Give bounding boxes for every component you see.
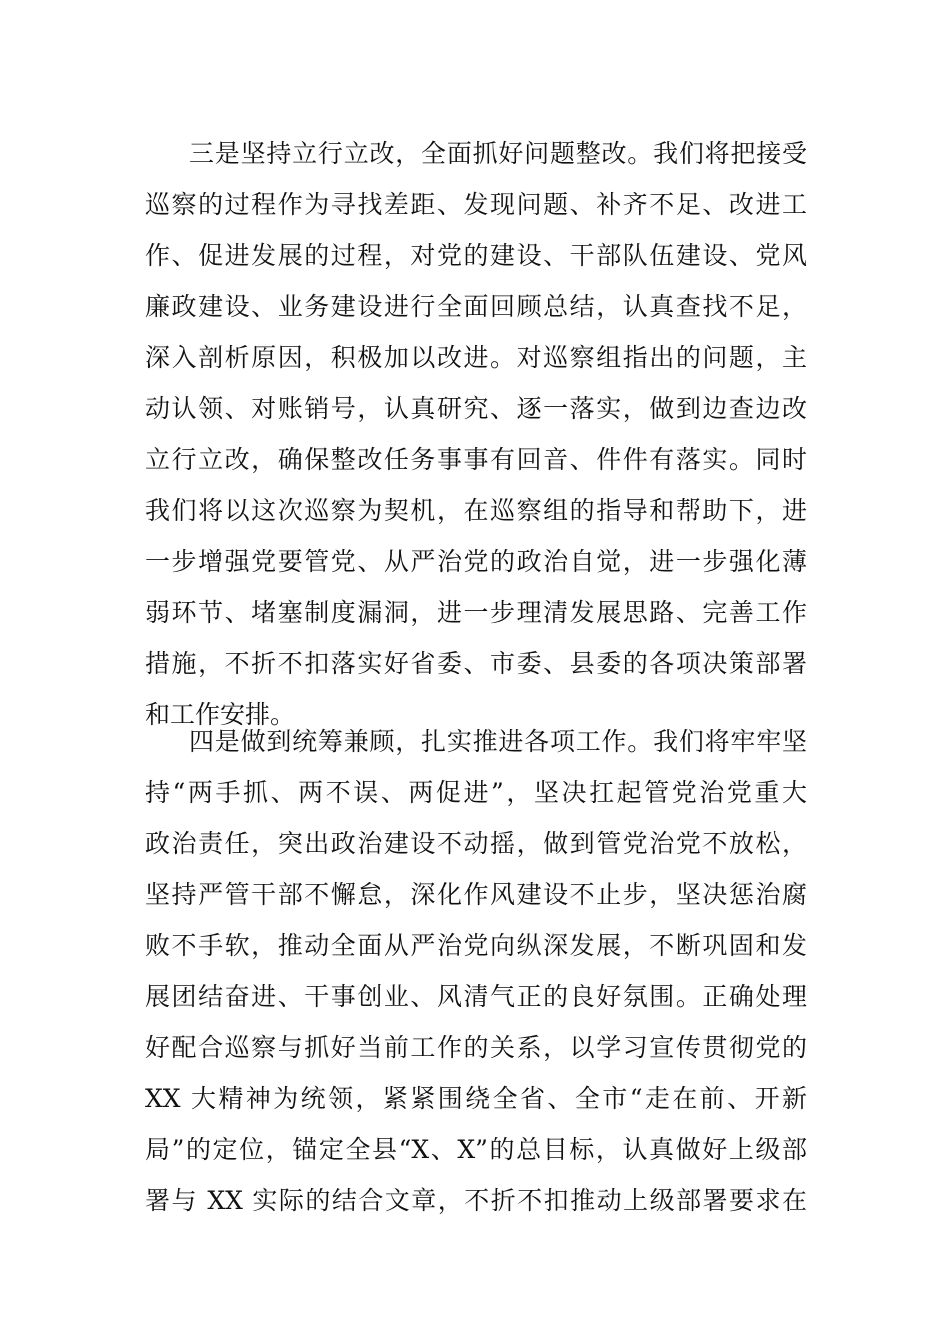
paragraph-line: 动认领、对账销号，认真研究、逐一落实，做到边查边改 <box>145 394 807 423</box>
paragraph-line: 巡察的过程作为寻找差距、发现问题、补齐不足、改进工 <box>145 190 807 219</box>
paragraph-line: 败不手软，推动全面从严治党向纵深发展，不断巩固和发 <box>145 931 807 960</box>
paragraph-line: 好配合巡察与抓好当前工作的关系，以学习宣传贯彻党的 <box>145 1033 807 1062</box>
paragraph-line: 和工作安排。 <box>145 700 296 729</box>
paragraph-line: 立行立改，确保整改任务事事有回音、件件有落实。同时 <box>145 445 807 474</box>
paragraph-line: 弱环节、堵塞制度漏洞，进一步理清发展思路、完善工作 <box>145 598 807 627</box>
paragraph-line: 持“两手抓、两不误、两促进”，坚决扛起管党治党重大 <box>145 778 807 807</box>
paragraph-line: 四是做到统筹兼顾，扎实推进各项工作。我们将牢牢坚 <box>189 727 807 756</box>
paragraph-line: 局”的定位，锚定全县“X、X”的总目标，认真做好上级部 <box>145 1135 807 1164</box>
paragraph-line: 作、促进发展的过程，对党的建设、干部队伍建设、党风 <box>145 241 807 270</box>
paragraph-line: 深入剖析原因，积极加以改进。对巡察组指出的问题，主 <box>145 343 807 372</box>
paragraph-line: 措施，不折不扣落实好省委、市委、县委的各项决策部署 <box>145 649 807 678</box>
paragraph-line: 署与 XX 实际的结合文章，不折不扣推动上级部署要求在 <box>145 1186 807 1215</box>
paragraph-line: 三是坚持立行立改，全面抓好问题整改。我们将把接受 <box>189 139 807 168</box>
paragraph-line: XX 大精神为统领，紧紧围绕全省、全市“走在前、开新 <box>145 1084 807 1113</box>
paragraph-line: 一步增强党要管党、从严治党的政治自觉，进一步强化薄 <box>145 547 807 576</box>
paragraph-line: 我们将以这次巡察为契机，在巡察组的指导和帮助下，进 <box>145 496 807 525</box>
paragraph-four <box>145 716 807 1226</box>
paragraph-line: 展团结奋进、干事创业、风清气正的良好氛围。正确处理 <box>145 982 807 1011</box>
paragraph-line: 廉政建设、业务建设进行全面回顾总结，认真查找不足， <box>145 292 807 321</box>
paragraph-line: 坚持严管干部不懈怠，深化作风建设不止步，坚决惩治腐 <box>145 880 807 909</box>
paragraph-three <box>145 128 807 740</box>
paragraph-line: 政治责任，突出政治建设不动摇，做到管党治党不放松， <box>145 829 807 858</box>
